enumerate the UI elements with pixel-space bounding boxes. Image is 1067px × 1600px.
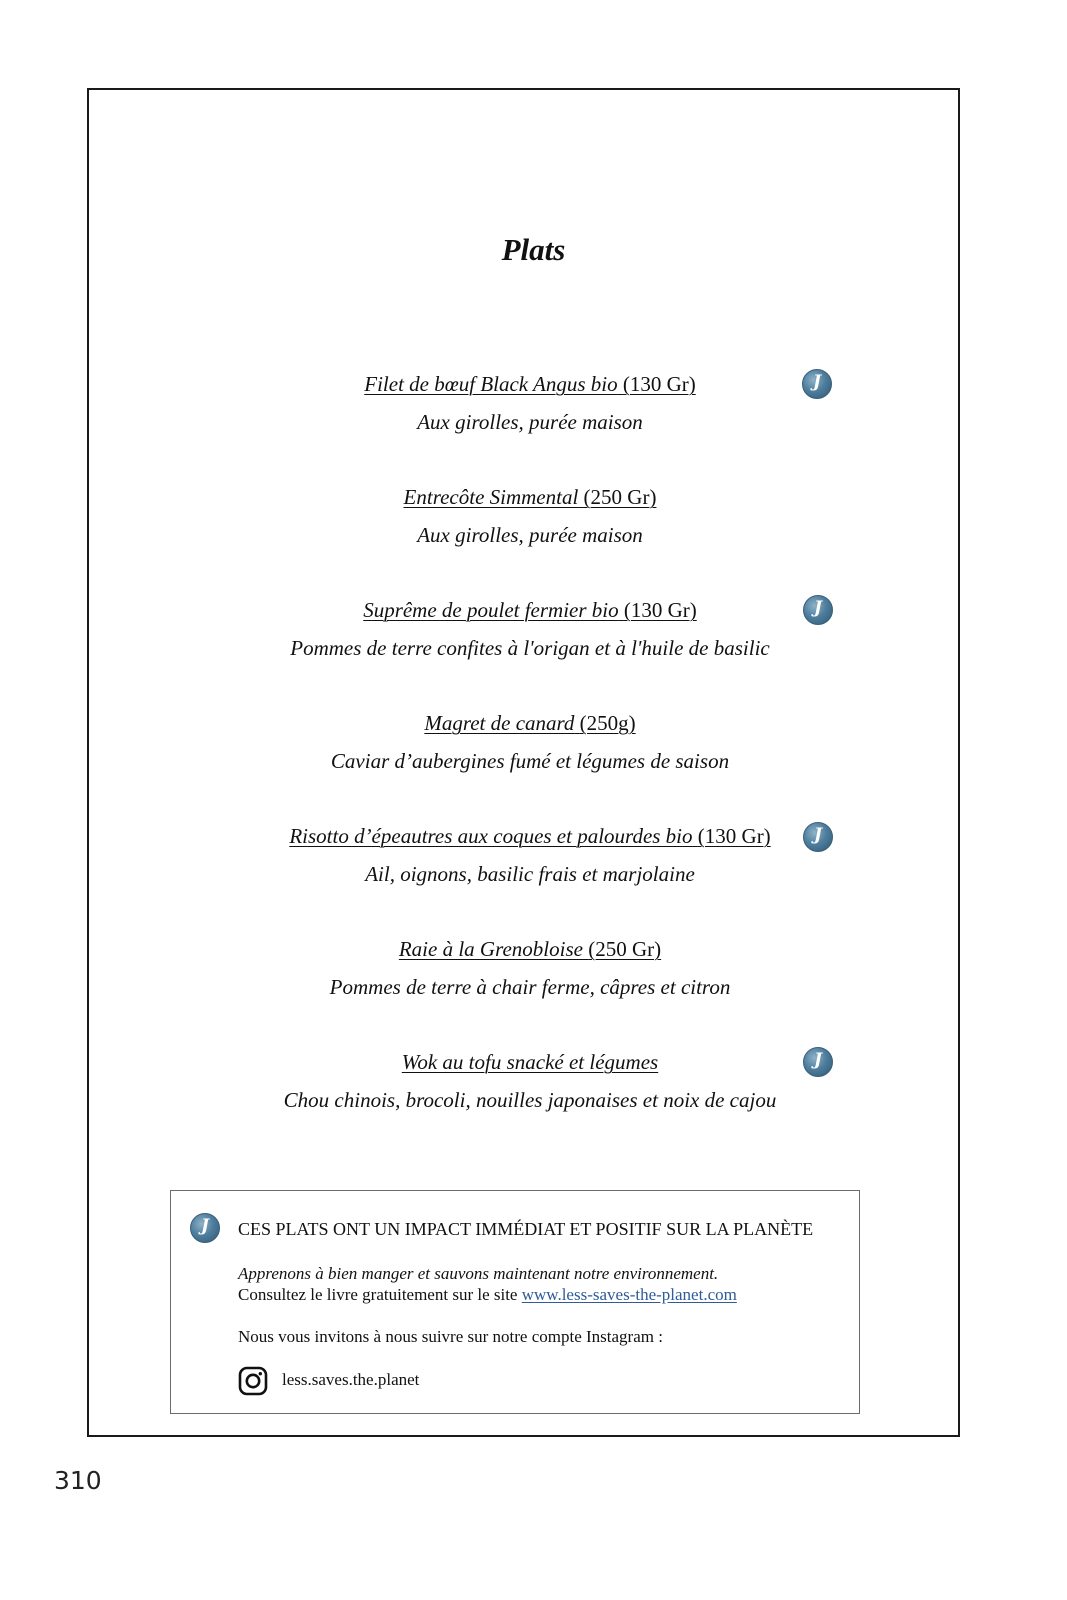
info-consult-line: [238, 1285, 737, 1305]
dish-weight: (250 Gr): [583, 485, 657, 509]
planet-badge-icon: [190, 1213, 220, 1243]
dish-weight: (130 Gr): [697, 824, 771, 848]
info-tagline: Apprenons à bien manger et sauvons maintenant notre environnement.: [238, 1264, 719, 1283]
planet-info-box: [170, 1190, 860, 1414]
dish-description: Ail, oignons, basilic frais et marjolaine: [365, 862, 695, 886]
dish-name: Wok au tofu snacké et légumes: [401, 1050, 659, 1074]
dish-description: Pommes de terre confites à l'origan et à l'huile de basilic: [290, 636, 770, 660]
dish-description: Aux girolles, purée maison: [417, 523, 643, 547]
dish-name: Raie à la Grenobloise: [398, 937, 583, 961]
page-number: 310: [54, 1466, 102, 1495]
info-consult-text: Consultez le livre gratuitement sur le site: [238, 1285, 518, 1304]
dish-name: Entrecôte Simmental: [403, 485, 579, 509]
dish-name: Magret de canard: [424, 711, 575, 735]
dish-description: Chou chinois, brocoli, nouilles japonaises et noix de cajou: [283, 1088, 777, 1112]
dish-weight: (130 Gr): [622, 372, 696, 396]
planet-badge-icon: [802, 369, 832, 399]
info-headline: CES PLATS ONT UN IMPACT IMMÉDIAT ET POSITIF SUR LA PLANÈTE: [238, 1219, 814, 1239]
planet-badge-icon: [803, 822, 833, 852]
dish-name-line: [140, 483, 920, 511]
dish-item: [140, 935, 920, 1001]
dish-name: Filet de bœuf Black Angus bio: [364, 372, 618, 396]
dish-item: [140, 709, 920, 775]
dish-weight: (130 Gr): [623, 598, 697, 622]
website-link[interactable]: www.less-saves-the-planet.com: [521, 1285, 737, 1304]
dish-weight: (250 Gr): [588, 937, 662, 961]
dish-weight: (250g): [579, 711, 636, 735]
dish-description: Aux girolles, purée maison: [417, 410, 643, 434]
instagram-invite: Nous vous invitons à nous suivre sur notre compte Instagram :: [238, 1327, 663, 1346]
page-title: Plats: [501, 232, 566, 267]
planet-badge-icon: [803, 1047, 833, 1077]
instagram-icon[interactable]: [238, 1366, 268, 1396]
dish-name-line: [140, 709, 920, 737]
dish-name-line: [140, 935, 920, 963]
dish-name: Suprême de poulet fermier bio: [363, 598, 619, 622]
dish-item: [140, 483, 920, 549]
instagram-handle[interactable]: less.saves.the.planet: [282, 1370, 420, 1389]
dish-name: Risotto d’épeautres aux coques et palourdes bio: [289, 824, 693, 848]
dish-description: Caviar d’aubergines fumé et légumes de saison: [330, 749, 730, 773]
dish-description: Pommes de terre à chair ferme, câpres et citron: [329, 975, 731, 999]
planet-badge-icon: [803, 595, 833, 625]
